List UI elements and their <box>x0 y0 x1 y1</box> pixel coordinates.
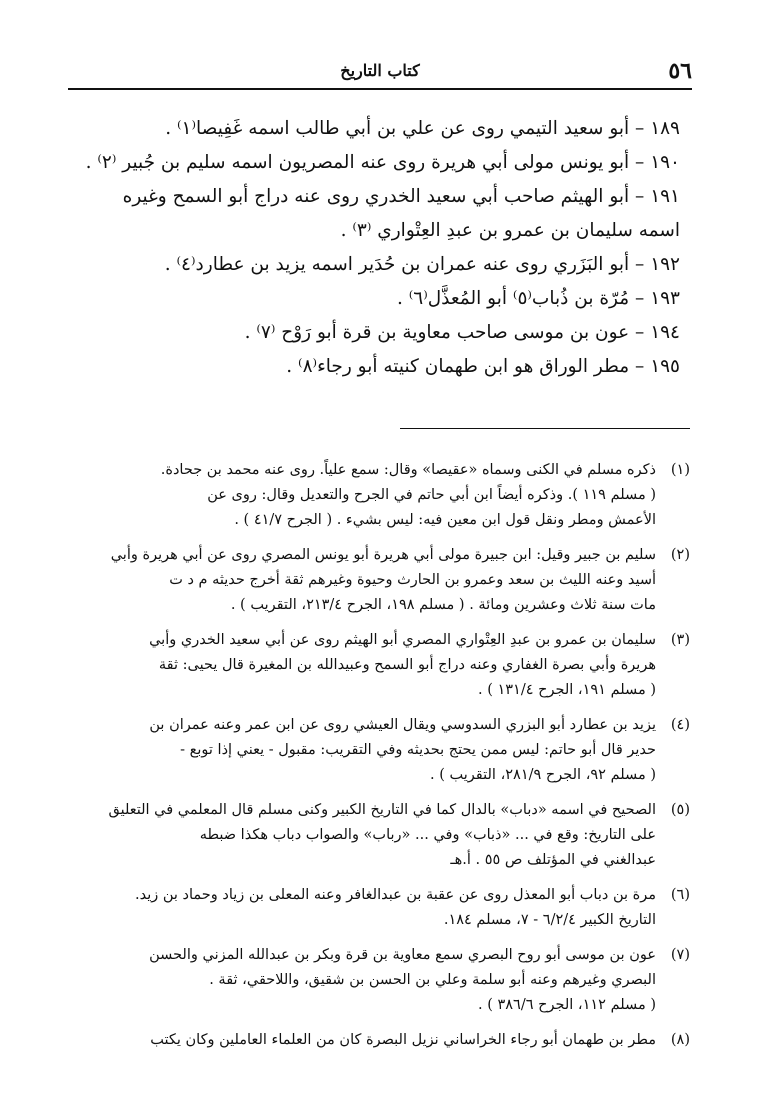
footnote-line: ( مسلم ١١٢، الجرح ٣٨٦/٦ ) . <box>477 997 656 1013</box>
footnote-5 <box>70 798 690 873</box>
footnote-line: هريرة وأبي بصرة الغفاري وعنه دراج أبو السمح وعبيدالله بن المغيرة قال يحيى: ثقة <box>158 657 656 673</box>
header-rule <box>68 88 692 90</box>
entry-191-line-2: اسمه سليمان بن عمرو بن عبدِ العِتْواري ⁽٣⁾ . <box>340 220 680 241</box>
footnote-rule <box>400 428 690 429</box>
entry-194-line-1: ١٩٤ – عون بن موسى صاحب معاوية بن قرة أبو رَوْح ⁽٧⁾ . <box>244 322 680 343</box>
footnote-line: حدير قال أبو حاتم: ليس ممن يحتج بحديثه وفي التقريب: مقبول - يعني إذا توبع - <box>180 742 656 758</box>
entry-189-line-1: ١٨٩ – أبو سعيد التيمي روى عن علي بن أبي طالب اسمه غَفِيصا⁽١⁾ . <box>165 118 680 139</box>
footnote-line: عون بن موسى أبو روح البصري سمع معاوية بن قرة وبكر بن عبدالله المزني والحسن <box>149 947 656 963</box>
footnote-line: مطر بن طهمان أبو رجاء الخراساني نزيل البصرة كان من العلماء العاملين وكان يكتب <box>150 1032 656 1048</box>
footnote-line: الأعمش ومطر ونقل قول ابن معين فيه: ليس بشيء . ( الجرح ٤١/٧ ) . <box>234 512 656 528</box>
footnote-number: (٣) <box>670 632 690 648</box>
footnote-1 <box>70 458 690 533</box>
footnotes <box>70 458 690 1063</box>
footnote-2 <box>70 543 690 618</box>
footnote-text <box>70 798 656 873</box>
entry-195-line-1: ١٩٥ – مطر الوراق هو ابن طهمان كنيته أبو رجاء⁽٨⁾ . <box>286 356 680 377</box>
footnote-line: يزيد بن عطارد أبو البزري السدوسي ويقال العيشي روى عن ابن عمر وعنه عمران بن <box>149 717 656 733</box>
footnote-text <box>70 543 656 618</box>
footnote-line: ( مسلم ١١٩ ). وذكره أيضاً ابن أبي حاتم في الجرح والتعديل وقال: روى عن <box>207 487 656 503</box>
footnote-7 <box>70 943 690 1018</box>
footnote-text <box>70 713 656 788</box>
page-header <box>68 58 692 84</box>
footnote-line: مرة بن دباب أبو المعذل روى عن عقبة بن عبدالغافر وعنه المعلى بن زياد وحماد بن زيد. <box>134 887 656 903</box>
footnote-number: (٧) <box>670 947 690 963</box>
entry-192-line-1: ١٩٢ – أبو البَزَري روى عنه عمران بن حُدَير اسمه يزيد بن عطارد⁽٤⁾ . <box>164 254 680 275</box>
footnote-line: سليمان بن عمرو بن عبدِ العِتْواري المصري أبو الهيثم روى عن أبي سعيد الخدري وأبي <box>149 632 656 648</box>
footnote-line: الصحيح في اسمه «دباب» بالدال كما في التاريخ الكبير وكنى مسلم قال المعلمي في التعليق <box>108 802 656 818</box>
footnote-3 <box>70 628 690 703</box>
footnote-number: (٨) <box>670 1032 690 1048</box>
footnote-line: ( مسلم ١٩١، الجرح ١٣١/٤ ) . <box>477 682 656 698</box>
footnote-text <box>70 883 656 933</box>
footnote-line: التاريخ الكبير ٦/٢/٤ - ٧، مسلم ١٨٤. <box>443 912 656 928</box>
footnote-line: ( مسلم ٩٢، الجرح ٢٨١/٩، التقريب ) . <box>430 767 656 783</box>
footnote-line: مات سنة ثلاث وعشرين ومائة . ( مسلم ١٩٨، الجرح ٢١٣/٤، التقريب ) . <box>230 597 656 613</box>
footnote-6 <box>70 883 690 933</box>
footnote-8 <box>70 1028 690 1053</box>
footnote-number: (٢) <box>670 547 690 563</box>
entry-191-line-1: ١٩١ – أبو الهيثم صاحب أبي سعيد الخدري روى عنه دراج أبو السمح وغيره <box>122 186 680 207</box>
footnote-text <box>70 628 656 703</box>
book-title: كتاب التاريخ <box>340 61 420 80</box>
footnote-number: (٦) <box>670 887 690 903</box>
entry-190-line-1: ١٩٠ – أبو يونس مولى أبي هريرة روى عنه المصريون اسمه سليم بن جُبير ⁽٢⁾ . <box>85 152 680 173</box>
footnote-line: ذكره مسلم في الكنى وسماه «عقيصا» وقال: سمع علياً. روى عنه محمد بن جحادة. <box>160 462 656 478</box>
footnote-line: على التاريخ: وقع في ... «ذباب» وفي ... «رباب» والصواب دباب هكذا ضبطه <box>199 827 656 843</box>
page-number: ٥٦ <box>668 58 692 84</box>
footnote-text <box>70 1028 656 1053</box>
footnote-text <box>70 943 656 1018</box>
footnote-line: البصري وغيرهم وعنه أبو سلمة وعلي بن الحسن بن شقيق، واللاحقي، ثقة . <box>209 972 656 988</box>
footnote-line: سليم بن جبير وقيل: ابن جبيرة مولى أبي هريرة أبو يونس المصري روى عن أبي هريرة وأبي <box>110 547 656 563</box>
footnote-text <box>70 458 656 533</box>
main-text <box>70 112 680 384</box>
footnote-line: أسيد وعنه الليث بن سعد وعمرو بن الحارث وحيوة وغيرهم ثقة أخرج حديثه م د ت <box>169 572 656 588</box>
footnote-line: عبدالغني في المؤتلف ص ٥٥ . أ.هـ <box>450 852 656 868</box>
footnote-4 <box>70 713 690 788</box>
footnote-number: (٤) <box>670 717 690 733</box>
entry-193-line-1: ١٩٣ – مُرّة بن ذُباب⁽٥⁾ أبو المُعذَّل⁽٦⁾ . <box>396 288 680 309</box>
footnote-number: (٥) <box>670 802 690 818</box>
footnote-number: (١) <box>670 462 690 478</box>
